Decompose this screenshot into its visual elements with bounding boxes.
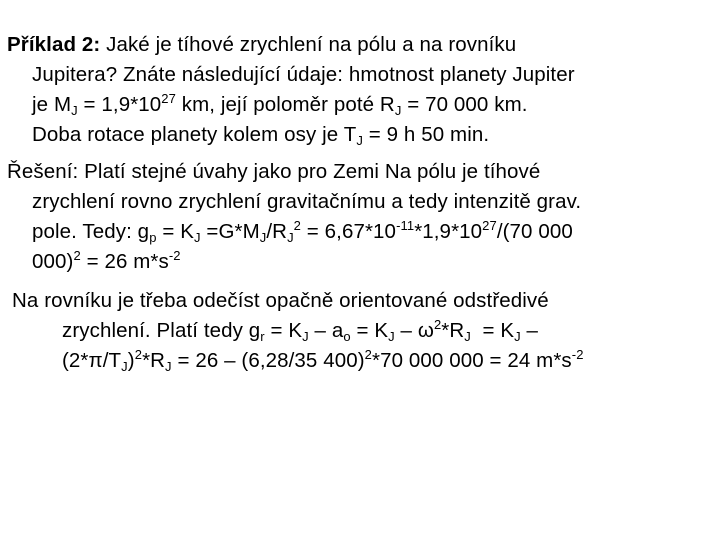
equator-text: zrychlení. Platí tedy g bbox=[62, 319, 261, 342]
superscript: 2 bbox=[293, 218, 302, 233]
example-text: Jupitera? Znáte následující údaje: hmotnost planety Jupiter bbox=[32, 63, 575, 86]
superscript: -2 bbox=[571, 347, 584, 362]
example-text: = 1,9*10 bbox=[77, 93, 162, 116]
subscript: p bbox=[149, 230, 157, 245]
subscript: J bbox=[287, 230, 294, 245]
solution-text: *1,9*10 bbox=[414, 220, 483, 243]
example-text: = 9 h 50 min. bbox=[362, 123, 490, 146]
equator-text: = K bbox=[264, 319, 303, 342]
solution-line-4 bbox=[7, 247, 581, 277]
example-heading: Příklad 2: bbox=[7, 33, 101, 56]
example-text: Doba rotace planety kolem osy je T bbox=[32, 123, 357, 146]
equator-text: Na rovníku je třeba odečíst opačně orientované odstředivé bbox=[12, 289, 549, 312]
equator-text: (2*π/T bbox=[62, 349, 122, 372]
equator-text: *70 000 000 = 24 m*s bbox=[372, 349, 572, 372]
solution-line-3 bbox=[7, 217, 581, 247]
equator-text: – ω bbox=[394, 319, 434, 342]
example-text: = 70 000 km. bbox=[401, 93, 528, 116]
superscript: -2 bbox=[168, 248, 181, 263]
solution-paragraph bbox=[7, 157, 581, 277]
superscript: 2 bbox=[73, 248, 81, 263]
example-text: Jaké je tíhové zrychlení na pólu a na rovníku bbox=[100, 33, 517, 56]
equator-text: *R bbox=[441, 319, 465, 342]
subscript: J bbox=[71, 103, 78, 118]
subscript: J bbox=[394, 103, 402, 118]
subscript: J bbox=[388, 329, 395, 344]
example-line-2 bbox=[7, 60, 575, 90]
equator-text: ) bbox=[127, 349, 135, 372]
solution-text: = 26 m*s bbox=[80, 250, 169, 273]
subscript: J bbox=[121, 359, 128, 374]
superscript: -11 bbox=[396, 218, 415, 233]
superscript: 2 bbox=[364, 347, 373, 362]
solution-text: Řešení: Platí stejné úvahy jako pro Zemi Na pólu je tíhové bbox=[7, 160, 541, 183]
subscript: r bbox=[260, 329, 265, 344]
equator-text: = K bbox=[470, 319, 515, 342]
subscript: o bbox=[343, 329, 351, 344]
solution-text: 000) bbox=[32, 250, 74, 273]
equator-text: = K bbox=[350, 319, 389, 342]
example-text: km, její poloměr poté R bbox=[175, 93, 395, 116]
solution-text: /(70 000 bbox=[496, 220, 573, 243]
solution-line-2 bbox=[7, 187, 581, 217]
example-line-3 bbox=[7, 90, 575, 120]
equator-text: = 26 – (6,28/35 400) bbox=[171, 349, 365, 372]
equator-line-2 bbox=[12, 316, 584, 346]
example-text: je M bbox=[32, 93, 72, 116]
equator-paragraph bbox=[12, 286, 584, 376]
solution-text: = 6,67*10 bbox=[301, 220, 397, 243]
subscript: J bbox=[193, 230, 201, 245]
solution-text: pole. Tedy: g bbox=[32, 220, 150, 243]
solution-text: zrychlení rovno zrychlení gravitačnímu a tedy intenzitě grav. bbox=[32, 190, 582, 213]
solution-text: /R bbox=[266, 220, 288, 243]
subscript: J bbox=[356, 133, 363, 148]
equator-text: – a bbox=[308, 319, 344, 342]
solution-line-1 bbox=[7, 157, 581, 187]
superscript: 27 bbox=[161, 91, 176, 106]
subscript: J bbox=[464, 329, 471, 344]
example-paragraph bbox=[7, 30, 575, 150]
equator-line-1 bbox=[12, 286, 584, 316]
subscript: J bbox=[514, 329, 521, 344]
example-line-1 bbox=[7, 30, 575, 60]
superscript: 27 bbox=[482, 218, 497, 233]
superscript: 2 bbox=[134, 347, 143, 362]
solution-text: =G*M bbox=[200, 220, 260, 243]
subscript: J bbox=[259, 230, 267, 245]
equator-line-3 bbox=[12, 346, 584, 376]
subscript: J bbox=[165, 359, 172, 374]
subscript: J bbox=[302, 329, 309, 344]
solution-text: = K bbox=[156, 220, 194, 243]
equator-text: *R bbox=[142, 349, 166, 372]
example-line-4 bbox=[7, 120, 575, 150]
superscript: 2 bbox=[433, 317, 442, 332]
equator-text: – bbox=[520, 319, 539, 342]
